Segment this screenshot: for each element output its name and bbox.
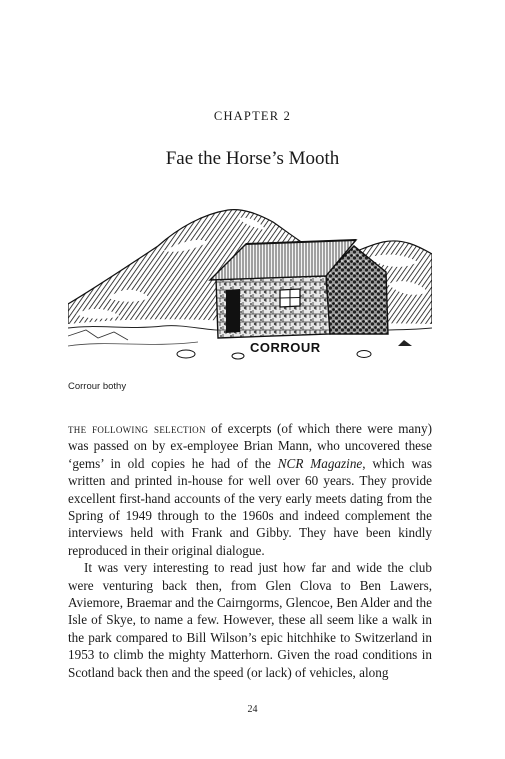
- page-number: 24: [247, 704, 258, 715]
- paragraph-lead: the following selection: [68, 421, 206, 436]
- illustration-label: CORROUR: [250, 340, 321, 355]
- corrour-bothy-illustration: [68, 206, 432, 364]
- paragraph-1-part-b: , which was written and printed in-house for well over 60 years. They provide excellent first-hand accounts of the very early meets dating from the Spring of 1949 through to the 1960s and indeed complement the interviews held with Frank and Gibby. They have been kindly reproduced in their original dialogue.: [68, 455, 432, 558]
- figure-caption: Corrour bothy: [68, 381, 127, 392]
- chapter-label: CHAPTER 2: [213, 109, 292, 123]
- paragraph-2: It was very interesting to read just how far and wide the club were venturing back then, from Glen Clova to Ben Lawers, Aviemore, Braemar and the Cairngorms, Glencoe, Ben Alder and the Isle of Skye, to name a few. However, these all seem like a walk in the park compared to Bill Wilson’s epic hitchhike to Switzerland in 1953 to climb the mighty Matterhorn. Given the road conditions in Scotland back then and the speed (or lack) of vehicles, along: [68, 560, 432, 680]
- body-text: [68, 420, 432, 681]
- chapter-title: Fae the Horse’s Mooth: [165, 148, 340, 169]
- magazine-title: NCR Magazine: [277, 455, 363, 471]
- paragraph-1-part-a: of excerpts (of which there were many) was passed on by ex-employee Brian Mann, who uncovered these ‘gems’ in old copies he had of the: [68, 421, 432, 471]
- paragraph-1: [68, 420, 432, 559]
